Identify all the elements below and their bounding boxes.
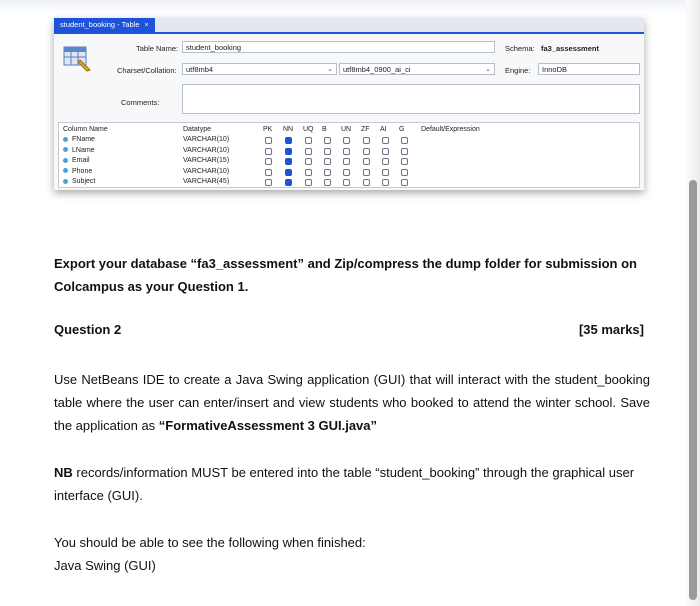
flag-checkbox[interactable] [382, 137, 389, 144]
column-diamond-icon [63, 147, 68, 152]
column-name[interactable]: Subject [63, 178, 95, 185]
column-header: AI [380, 126, 387, 133]
question-body-text: Use NetBeans IDE to create a Java Swing application (GUI) that will interact with the student_booking table where the user can enter/insert and view students who booked to attend the winter school. Save the application as [54, 372, 650, 433]
engine-label: Engine: [505, 66, 531, 75]
flag-checkbox[interactable] [401, 179, 408, 186]
flag-checkbox[interactable] [382, 148, 389, 155]
scrollbar[interactable] [686, 0, 700, 606]
column-datatype[interactable]: VARCHAR(10) [183, 167, 230, 175]
table-name-input[interactable]: student_booking [182, 41, 495, 53]
flag-checkbox[interactable] [285, 169, 292, 176]
column-name[interactable]: Phone [63, 168, 92, 175]
finish-note [54, 531, 650, 577]
schema-label: Schema: [505, 44, 535, 53]
column-diamond-icon [63, 179, 68, 184]
nb-text: records/information MUST be entered into the table “student_booking” through the graphical user interface (GUI). [54, 465, 635, 503]
flag-checkbox[interactable] [382, 179, 389, 186]
close-icon[interactable]: × [144, 22, 149, 29]
columns-grid [58, 122, 640, 188]
flag-checkbox[interactable] [382, 158, 389, 165]
flag-checkbox[interactable] [363, 179, 370, 186]
flag-checkbox[interactable] [343, 158, 350, 165]
export-instruction: Export your database “fa3_assessment” and Zip/compress the dump folder for submission on Colcampus as your Question 1. [54, 256, 637, 294]
nb-label: NB [54, 465, 73, 480]
column-diamond-icon [63, 168, 68, 173]
flag-checkbox[interactable] [305, 137, 312, 144]
flag-checkbox[interactable] [285, 179, 292, 186]
column-name[interactable]: Email [63, 157, 90, 164]
engine-value: InnoDB [542, 65, 568, 74]
flag-checkbox[interactable] [305, 179, 312, 186]
nb-note [54, 461, 650, 507]
column-datatype[interactable]: VARCHAR(15) [183, 157, 230, 164]
charset-value: utf8mb4 [186, 65, 214, 74]
flag-checkbox[interactable] [324, 179, 331, 186]
column-header: PK [263, 126, 273, 133]
flag-checkbox[interactable] [305, 148, 312, 155]
flag-checkbox[interactable] [324, 169, 331, 176]
column-header: NN [283, 126, 294, 133]
column-header: Column Name [63, 126, 108, 133]
question-body [54, 368, 650, 437]
table-name-label: Table Name: [136, 44, 179, 53]
schema-value: fa3_assessment [541, 44, 599, 53]
question-marks: [35 marks] [578, 322, 644, 337]
tab-label: student_booking - Table [60, 20, 140, 29]
flag-checkbox[interactable] [285, 158, 292, 165]
column-header: Default/Expression [421, 126, 480, 133]
flag-checkbox[interactable] [401, 169, 408, 176]
flag-checkbox[interactable] [401, 137, 408, 144]
flag-checkbox[interactable] [363, 148, 370, 155]
flag-checkbox[interactable] [305, 158, 312, 165]
flag-checkbox[interactable] [401, 158, 408, 165]
question-heading: Question 2 [54, 322, 122, 337]
chevron-down-icon: ⌄ [485, 66, 491, 73]
column-header: Datatype [183, 126, 212, 133]
scrollbar-thumb[interactable] [689, 180, 697, 600]
charset-select[interactable] [182, 63, 337, 75]
comments-input[interactable] [182, 84, 640, 114]
column-header: ZF [361, 126, 370, 133]
tab-bar [54, 18, 644, 34]
finish-line-1: You should be able to see the following when finished: [54, 535, 366, 550]
column-datatype[interactable]: VARCHAR(45) [183, 178, 230, 185]
charset-label: Charset/Collation: [117, 66, 177, 75]
flag-checkbox[interactable] [265, 179, 272, 186]
table-icon [62, 44, 92, 72]
flag-checkbox[interactable] [363, 169, 370, 176]
column-header: B [322, 126, 327, 133]
column-diamond-icon [63, 158, 68, 163]
flag-checkbox[interactable] [382, 169, 389, 176]
tab-student-booking[interactable] [54, 18, 155, 32]
engine-select[interactable] [538, 63, 640, 75]
column-datatype[interactable]: VARCHAR(10) [183, 146, 230, 154]
flag-checkbox[interactable] [265, 137, 272, 144]
flag-checkbox[interactable] [265, 158, 272, 165]
flag-checkbox[interactable] [324, 148, 331, 155]
finish-line-2: Java Swing (GUI) [54, 558, 156, 573]
column-header: UN [341, 126, 352, 133]
column-header: G [399, 126, 405, 133]
flag-checkbox[interactable] [343, 137, 350, 144]
column-name[interactable]: LName [63, 147, 95, 154]
flag-checkbox[interactable] [285, 148, 292, 155]
flag-checkbox[interactable] [285, 137, 292, 144]
flag-checkbox[interactable] [324, 158, 331, 165]
flag-checkbox[interactable] [363, 137, 370, 144]
column-datatype[interactable]: VARCHAR(10) [183, 136, 230, 143]
chevron-down-icon: ⌄ [327, 66, 333, 73]
column-header: UQ [303, 126, 314, 133]
column-diamond-icon [63, 137, 68, 142]
column-name[interactable]: FName [63, 136, 95, 143]
flag-checkbox[interactable] [343, 179, 350, 186]
table-editor-screenshot [54, 18, 644, 190]
flag-checkbox[interactable] [305, 169, 312, 176]
flag-checkbox[interactable] [401, 148, 408, 155]
collation-value: utf8mb4_0900_ai_ci [343, 65, 411, 74]
flag-checkbox[interactable] [363, 158, 370, 165]
flag-checkbox[interactable] [265, 169, 272, 176]
flag-checkbox[interactable] [343, 169, 350, 176]
collation-select[interactable] [339, 63, 495, 75]
comments-label: Comments: [121, 98, 160, 107]
flag-checkbox[interactable] [324, 137, 331, 144]
flag-checkbox[interactable] [265, 148, 272, 155]
application-name: “FormativeAssessment 3 GUI.java” [158, 418, 378, 433]
flag-checkbox[interactable] [343, 148, 350, 155]
